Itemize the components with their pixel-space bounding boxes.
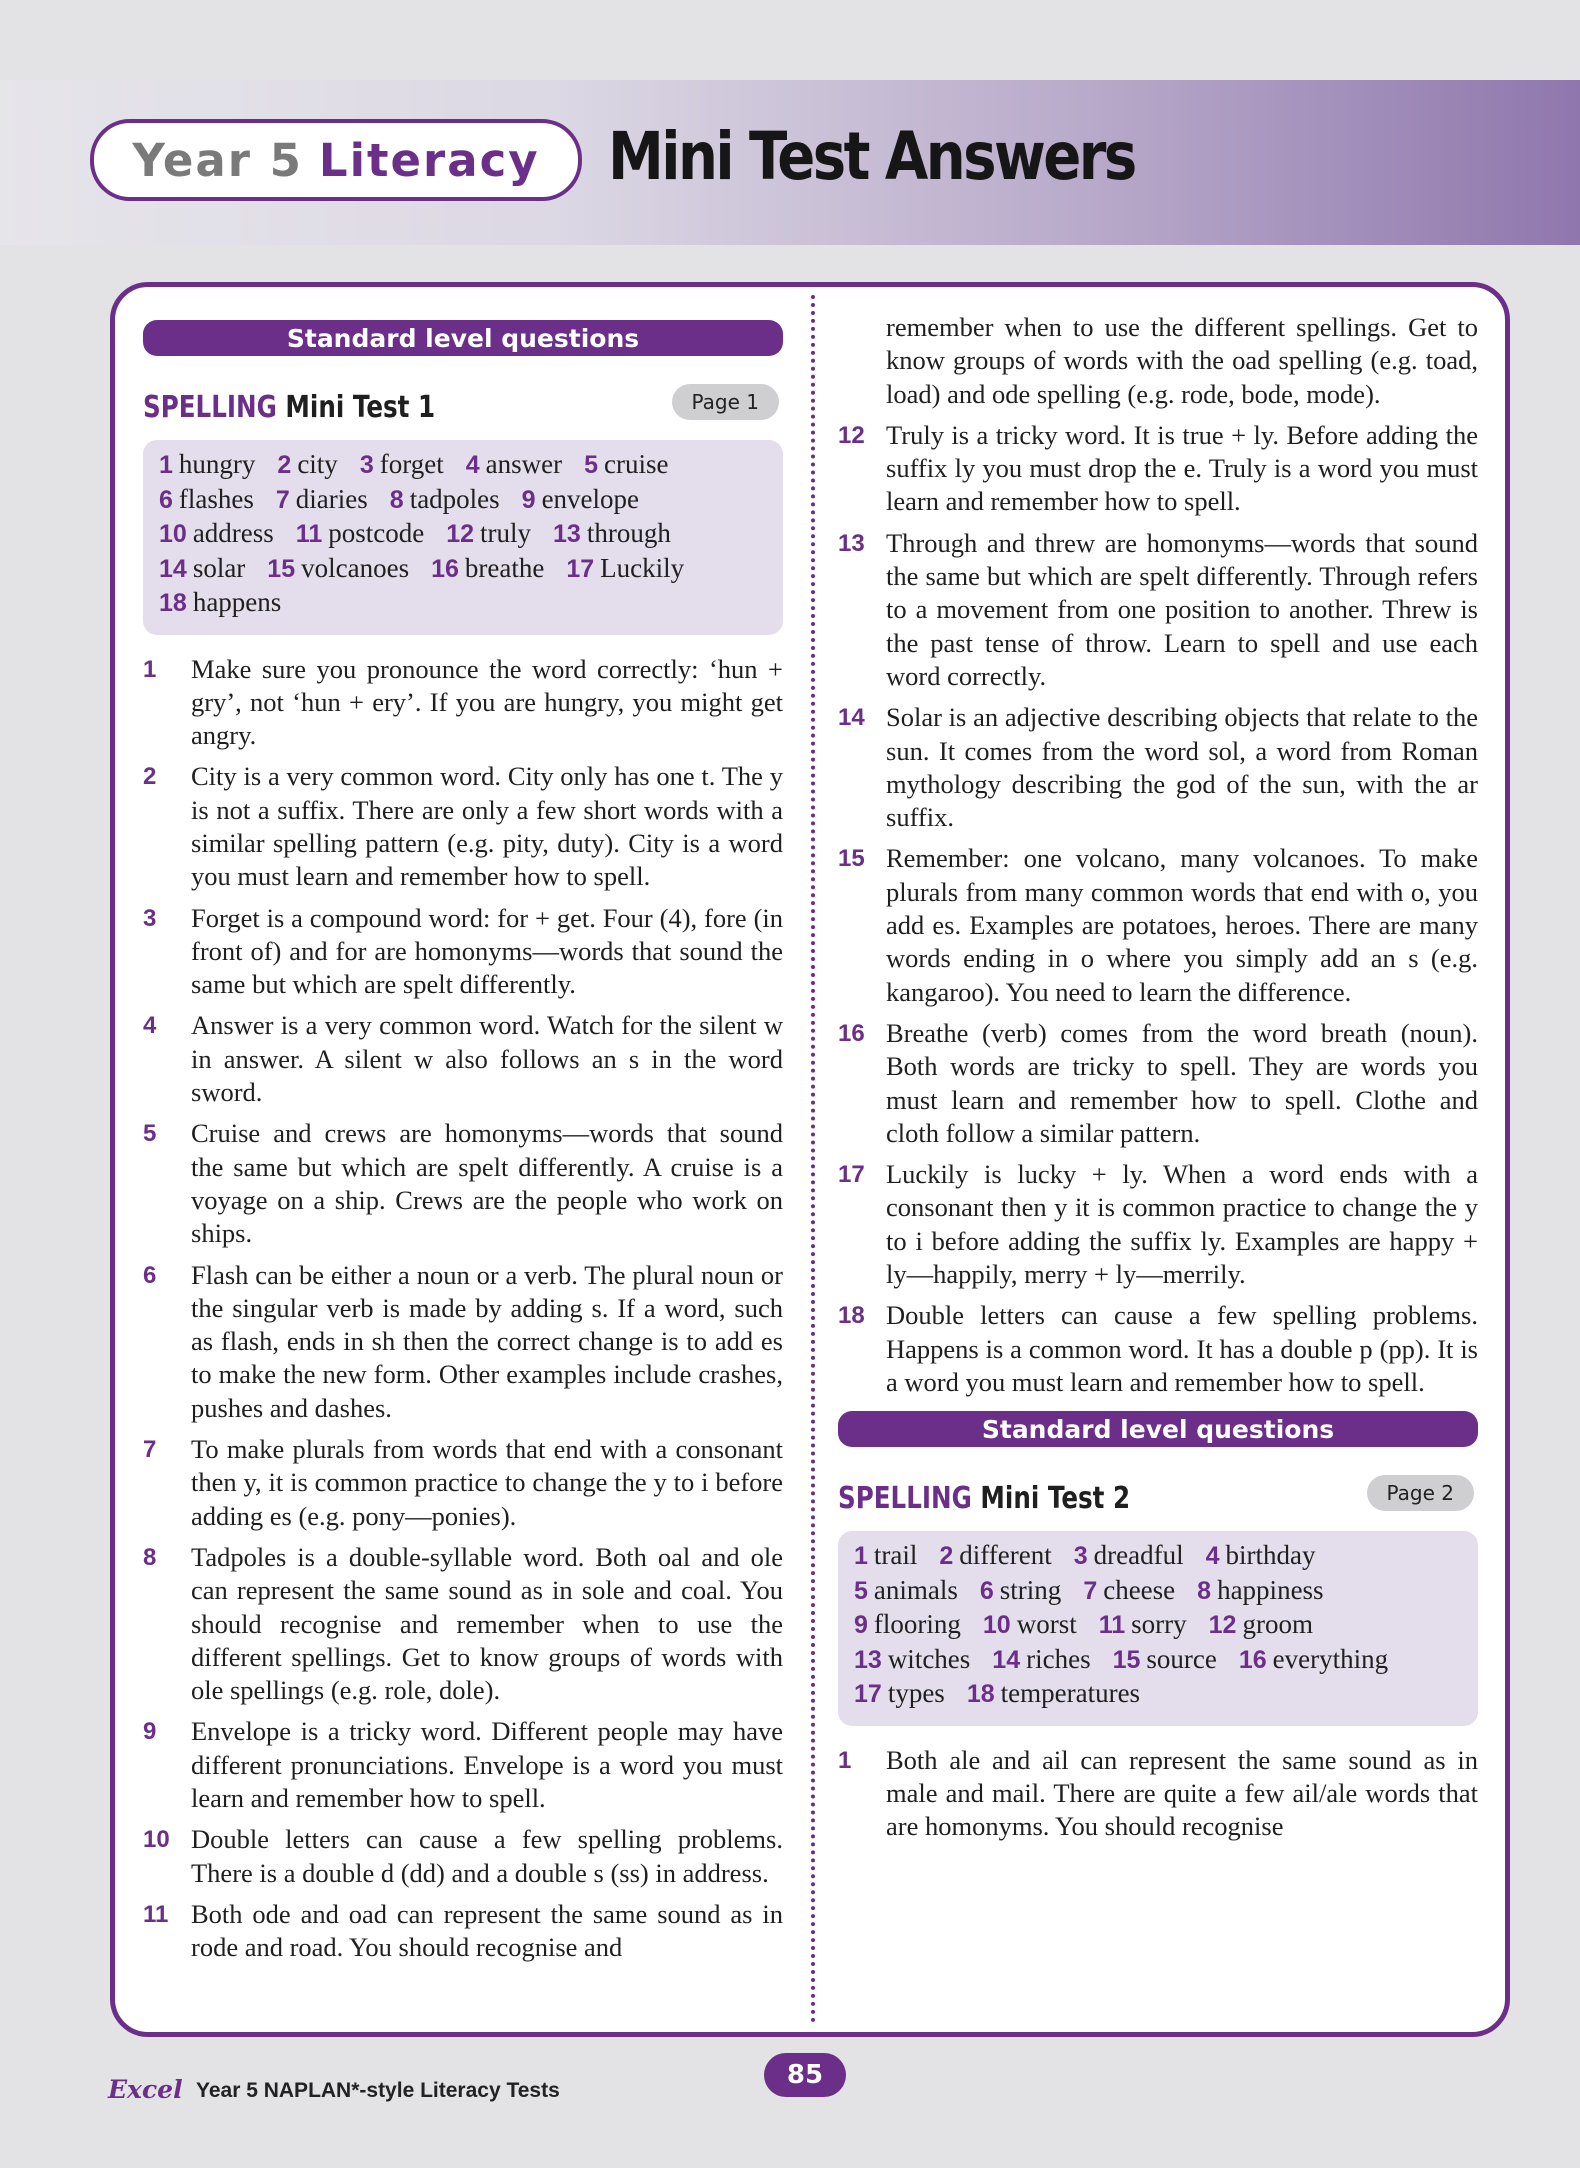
answer-item (939, 1539, 1051, 1574)
answer-number: 16 (431, 554, 459, 583)
answer-number: 1 (854, 1542, 868, 1571)
note-number: 18 (838, 1302, 865, 1330)
answer-item (267, 552, 409, 587)
answer-number: 16 (1238, 1645, 1267, 1674)
answer-item (854, 1643, 970, 1678)
subject-pill (90, 119, 582, 201)
answer-item (566, 552, 684, 587)
answer-word: through (586, 518, 671, 548)
note-number: 1 (838, 1746, 852, 1774)
test-heading (143, 378, 783, 436)
answer-word: happiness (1217, 1574, 1324, 1605)
answer-number: 17 (566, 554, 595, 583)
note-item (143, 1898, 783, 1965)
answer-word: solar (192, 552, 246, 583)
subject-label: Literacy (318, 133, 540, 187)
answer-number: 6 (159, 485, 173, 514)
note-number: 4 (143, 1012, 157, 1040)
note-text: Tadpoles is a double-syllable word. Both oal and ole can represent the same sound as in sole and coal. You should recognise and remember when to use the different spellings. Get to know groups of words with ole spellings (e.g. role, dole). (191, 1541, 783, 1706)
answer-item (276, 483, 368, 518)
note-item (143, 902, 783, 1002)
answer-number: 18 (159, 589, 187, 617)
answer-item (1239, 1643, 1388, 1678)
answer-notes (143, 653, 783, 1965)
answer-number: 8 (1197, 1576, 1212, 1605)
answer-word: flooring (873, 1609, 961, 1640)
answer-number: 13 (854, 1645, 882, 1674)
note-item (838, 1299, 1478, 1399)
answer-word: volcanoes (301, 552, 410, 583)
answer-number: 3 (1073, 1542, 1088, 1571)
answer-item (983, 1608, 1077, 1643)
answer-item (296, 517, 424, 552)
answer-word: answer (485, 449, 563, 479)
note-number: 3 (143, 904, 157, 932)
answer-word: animals (873, 1574, 958, 1605)
note-number: 9 (143, 1718, 157, 1746)
answer-number: 10 (159, 520, 187, 548)
note-text: City is a very common word. City only has one t. The y is not a suffix. There are only a few short words with a similar spelling pattern (e.g. pity, duty). City is a word you must learn and remember how to spell. (191, 761, 783, 892)
answer-item (360, 448, 444, 483)
test-kind: SPELLING (838, 1480, 972, 1516)
note-item (838, 419, 1478, 519)
note-text: Cruise and crews are homonyms—words that sound the same but which are spelt differently. A cruise is a voyage on a ship. Crews are the people who work on ships. (191, 1118, 783, 1249)
answer-word: envelope (541, 483, 640, 514)
note-number: 2 (143, 763, 157, 791)
answer-number: 7 (1083, 1576, 1098, 1605)
answer-item (980, 1574, 1061, 1609)
page-number: 85 (764, 2053, 846, 2097)
note-number: 13 (838, 529, 865, 557)
note-number: 16 (838, 1019, 865, 1047)
note-number: 8 (143, 1543, 157, 1571)
note-number: 5 (143, 1120, 157, 1148)
answer-notes (838, 419, 1478, 1399)
note-text: Both ode and oad can represent the same sound as in rode and road. You should recognise and (191, 1898, 783, 1963)
answer-number: 12 (446, 520, 475, 548)
note-item (143, 653, 783, 753)
note-text: Remember: one volcano, many volcanoes. To make plurals from many common words that end with o, you add es. Examples are potatoes, heroes. There are many words ending in o where you simply add an s (e.g. kangaroo). You need to learn the difference. (886, 843, 1478, 1007)
answer-number: 5 (584, 451, 598, 479)
answer-item (967, 1677, 1140, 1712)
answer-word: hungry (178, 449, 256, 479)
answer-item (159, 586, 281, 621)
answer-word: tadpoles (409, 483, 500, 514)
answer-number: 5 (854, 1576, 868, 1605)
note-text: Make sure you pronounce the word correctly: ‘hun + gry’, not ‘hun + ery’. If you are hungry, you might get angry. (191, 653, 783, 751)
note-text: Solar is an adjective describing objects that relate to the sun. It comes from the word sol, a word from Roman mythology describing the god of the sun, with the ar suffix. (886, 702, 1478, 833)
note-text: Both ale and ail can represent the same sound as in male and mail. There are quite a few ail/ale words that are homonyms. You should recognise (886, 1744, 1478, 1842)
test-title (143, 390, 435, 425)
answer-item (1197, 1574, 1323, 1609)
note-item (838, 1158, 1478, 1291)
test-heading (838, 1469, 1478, 1527)
answer-word: flashes (178, 483, 254, 514)
note-number: 1 (143, 655, 157, 683)
answer-item (553, 517, 671, 552)
level-heading: Standard level questions (143, 320, 783, 356)
note-item (143, 1823, 783, 1890)
footer-brand: Excel (108, 2075, 183, 2104)
answer-number: 4 (1205, 1542, 1220, 1571)
answer-number: 12 (1208, 1611, 1237, 1640)
level-heading: Standard level questions (838, 1411, 1478, 1447)
note-text: Truly is a tricky word. It is true + ly. Before adding the suffix ly you must drop the e. Truly is a word you must learn and remember how to spell. (886, 419, 1478, 517)
answer-word: breathe (464, 552, 545, 583)
answer-word: cheese (1103, 1574, 1176, 1605)
year-label: Year 5 (132, 133, 303, 187)
answer-item (1209, 1608, 1313, 1643)
answer-number: 4 (465, 451, 480, 479)
note-item (143, 1715, 783, 1815)
answer-word: truly (480, 518, 532, 548)
answer-word: groom (1242, 1609, 1313, 1640)
answer-word: happens (192, 587, 282, 617)
note-number: 12 (838, 421, 865, 449)
answer-word: diaries (295, 483, 368, 514)
note-text: Luckily is lucky + ly. When a word ends with a consonant then y it is common practice to change the y to i before adding the suffix ly. Examples are happy + ly—happily, merry + ly—merrily. (886, 1159, 1478, 1290)
page-title: Mini Test Answers (608, 118, 1135, 195)
answer-number: 15 (267, 554, 296, 583)
answer-number: 17 (854, 1680, 882, 1709)
answer-word: types (887, 1678, 945, 1709)
answer-notes (838, 1744, 1478, 1844)
answer-word: Luckily (600, 552, 685, 583)
note-number: 15 (838, 845, 865, 873)
answer-item (1099, 1608, 1187, 1643)
answer-word: cruise (603, 449, 669, 479)
answer-number: 11 (295, 520, 323, 548)
note-text: To make plurals from words that end with a consonant then y, it is common practice to change the y to i before adding es (e.g. pony—ponies). (191, 1434, 783, 1531)
note-number: 17 (838, 1161, 865, 1189)
note-number: 14 (838, 704, 865, 732)
test-name: Mini Test 1 (285, 389, 436, 425)
answer-number: 9 (521, 485, 536, 514)
note-number: 7 (143, 1436, 157, 1464)
left-column (143, 320, 783, 1972)
note-number: 10 (143, 1826, 170, 1854)
answer-number: 14 (992, 1645, 1021, 1674)
answer-word: dreadful (1093, 1540, 1184, 1571)
answer-key-box (143, 440, 783, 635)
note-item (838, 701, 1478, 834)
note-text: Forget is a compound word: for + get. Four (4), fore (in front of) and for are homonyms—words that sound the same but which are spelt differently. (191, 902, 783, 1000)
answer-number: 10 (982, 1611, 1011, 1640)
answer-item (159, 552, 245, 587)
answer-item (854, 1608, 961, 1643)
answer-item (522, 483, 639, 518)
answer-word: source (1146, 1643, 1217, 1674)
answer-number: 7 (275, 485, 290, 514)
footer-text: Year 5 NAPLAN*-style Literacy Tests (196, 2079, 560, 2102)
note-number: 11 (143, 1900, 169, 1928)
answer-number: 9 (854, 1611, 868, 1640)
answer-item (159, 448, 255, 483)
answer-word: riches (1026, 1643, 1091, 1674)
answer-number: 15 (1112, 1645, 1141, 1674)
note-text: Through and threw are homonyms—words that sound the same but which are spelt differently. Through refers to a movement from one position to another. Threw is the past tense of throw. Learn to spell and use each word correctly. (886, 527, 1478, 691)
answer-word: string (999, 1574, 1062, 1605)
answer-item (1113, 1643, 1217, 1678)
answer-item (446, 517, 531, 552)
answer-item (277, 448, 337, 483)
note-text: Breathe (verb) comes from the word breath (noun). Both words are tricky to spell. They are words you must learn and remember how to spell. Clothe and cloth follow a similar pattern. (886, 1017, 1478, 1148)
answer-number: 13 (553, 520, 581, 548)
answer-item (1074, 1539, 1184, 1574)
note-text: Envelope is a tricky word. Different people may have different pronunciations. Envelope is a word you must learn and remember how to spell. (191, 1716, 783, 1813)
answer-item (992, 1643, 1090, 1678)
note-item (143, 760, 783, 893)
note-item (838, 1017, 1478, 1150)
answer-item (854, 1539, 917, 1574)
note-text: Double letters can cause a few spelling problems. There is a double d (dd) and a double s (ss) in address. (191, 1824, 783, 1888)
answer-item (159, 483, 254, 518)
continued-note: remember when to use the different spellings. Get to know groups of words with the oad spelling (e.g. toad, load) and ode spelling (e.g. rode, bode, mode). (886, 312, 1478, 409)
note-text: Answer is a very common word. Watch for the silent w in answer. A silent w also follows an s in the word sword. (191, 1010, 783, 1108)
answer-key-box (838, 1531, 1478, 1726)
note-number: 6 (143, 1261, 157, 1289)
answer-word: everything (1272, 1643, 1389, 1674)
answer-number: 2 (939, 1542, 954, 1571)
note-item (838, 842, 1478, 1008)
note-item (838, 527, 1478, 693)
answer-word: postcode (328, 518, 425, 548)
answer-item (854, 1574, 958, 1609)
page-tag: Page 1 (672, 384, 780, 420)
answer-number: 3 (359, 451, 374, 479)
answer-item (390, 483, 500, 518)
answer-word: worst (1016, 1609, 1077, 1640)
answer-word: trail (873, 1540, 918, 1571)
answer-number: 11 (1098, 1611, 1126, 1640)
answer-number: 18 (966, 1680, 995, 1709)
answer-word: address (192, 518, 274, 548)
note-text: Flash can be either a noun or a verb. The plural noun or the singular verb is made by adding s. If a word, such as flash, ends in sh then the correct change is to add es to make the new form. Other examples include crashes, pushes and dashes. (191, 1259, 783, 1423)
answers-panel (110, 282, 1510, 2037)
answer-item (431, 552, 544, 587)
note-text: Double letters can cause a few spelling problems. Happens is a common word. It has a double p (pp). It is a word you must learn and remember how to spell. (886, 1300, 1478, 1397)
column-divider (811, 295, 815, 2024)
right-column (838, 311, 1478, 1852)
test-kind: SPELLING (143, 389, 277, 425)
answer-item (584, 448, 668, 483)
note-item (143, 1117, 783, 1250)
page-tag: Page 2 (1367, 1475, 1475, 1511)
note-item (143, 1009, 783, 1109)
answer-word: birthday (1225, 1540, 1316, 1571)
answer-word: witches (887, 1643, 971, 1674)
answer-word: sorry (1131, 1609, 1187, 1640)
test-name: Mini Test 2 (980, 1480, 1131, 1516)
test-title (838, 1481, 1130, 1516)
answer-word: city (297, 449, 338, 479)
note-item (143, 1259, 783, 1425)
answer-word: forget (379, 449, 444, 479)
note-item (838, 1744, 1478, 1844)
answer-word: different (959, 1540, 1052, 1571)
answer-number: 2 (277, 451, 292, 479)
answer-number: 6 (979, 1576, 994, 1605)
answer-number: 14 (159, 554, 187, 583)
answer-item (1083, 1574, 1175, 1609)
note-item (143, 1433, 783, 1533)
answer-item (466, 448, 562, 483)
answer-number: 8 (389, 485, 404, 514)
answer-word: temperatures (1000, 1678, 1141, 1709)
answer-number: 1 (159, 451, 173, 479)
answer-item (159, 517, 274, 552)
note-item (143, 1541, 783, 1707)
answer-item (1206, 1539, 1316, 1574)
answer-item (854, 1677, 945, 1712)
